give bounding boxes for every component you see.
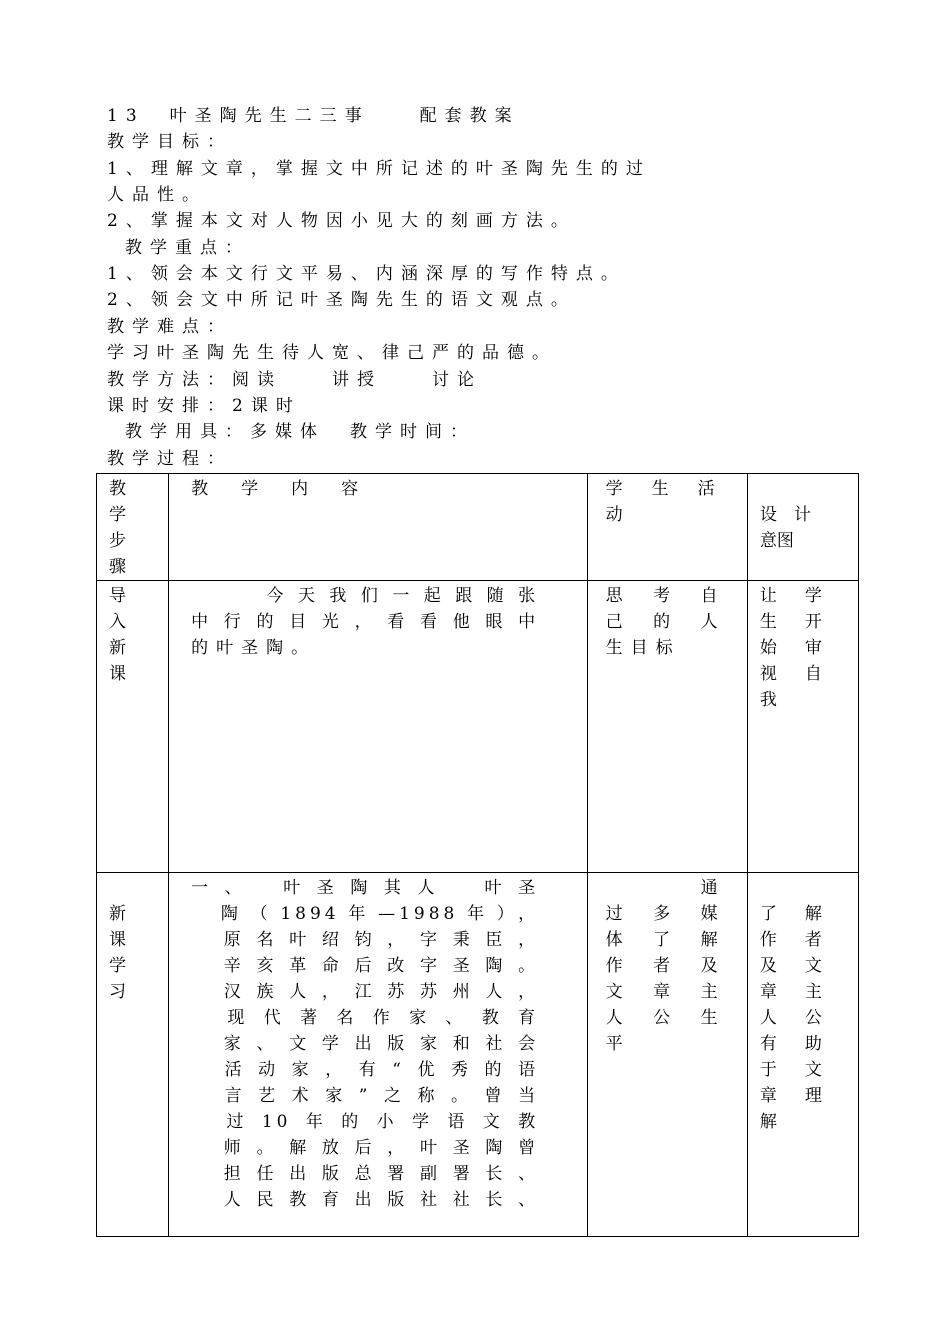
process-heading: 教学过程： — [107, 449, 232, 469]
row-new-activity-line: 作 者 及 — [605, 956, 722, 976]
row-new-intent-line: 作 者 — [759, 930, 826, 950]
row-new-content — [169, 873, 588, 1237]
row-intro-activity-line: 己 的 人 — [605, 612, 722, 632]
row-new-activity-line: 过 多 媒 — [605, 904, 722, 924]
header-content-label: 教 学 内 容 — [191, 479, 367, 499]
key-point-1: 1、领会本文行文平易、内涵深厚的写作特点。 — [107, 264, 626, 284]
header-activity — [587, 474, 747, 581]
row-new-intent-line: 及 文 — [759, 956, 826, 976]
row-intro-intent-line: 我 — [759, 690, 777, 710]
row-new-activity — [587, 873, 747, 1237]
row-new-content-line: 师。解放后，叶圣陶曾 — [191, 1138, 540, 1158]
teaching-tools: 教学用具：多媒体 教学时间： — [125, 422, 475, 442]
goal-2: 2、掌握本文对人物因小见大的刻画方法。 — [107, 211, 576, 231]
row-intro-content — [169, 581, 588, 873]
row-new-content-line: 辛亥革命后改字圣陶。 — [191, 956, 540, 976]
row-new-content-line: 过10年的小学语文教 — [191, 1112, 540, 1132]
row-new-intent-line: 了 解 — [759, 904, 826, 924]
row-new-intent-line — [760, 875, 826, 901]
row-new-step — [97, 873, 169, 1237]
row-new-activity-line: 文 章 主 — [605, 982, 722, 1002]
row-intro-intent-line: 生 开 — [759, 612, 826, 632]
header-content — [169, 474, 588, 581]
row-new-content-line: 现代著名作家、教育 — [191, 1008, 540, 1028]
row-new-content-line: 汉族人，江苏苏州人， — [191, 982, 540, 1002]
row-new-activity-line: 体 了 解 — [605, 930, 722, 950]
row-new-intent-line: 有 助 — [759, 1034, 826, 1054]
row-new-content-line: 家、文学出版家和社会 — [191, 1034, 540, 1054]
row-new-content-line: 言艺术家”之称。曾当 — [191, 1086, 540, 1106]
row-intro-content-line: 中行的目光，看看他眼中 — [191, 612, 540, 632]
row-intro-content-line: 的叶圣陶。 — [191, 638, 317, 658]
row-new-intent-line: 章 理 — [759, 1086, 826, 1106]
row-intro-intent-line: 始 审 — [759, 638, 826, 658]
row-new-content-line: 人民教育出版社社长、 — [191, 1190, 540, 1210]
row-new-intent-line: 于 文 — [759, 1060, 826, 1080]
header-intent-label: 设 计 意图 — [759, 505, 828, 551]
row-new-content-line: 陶（1894年—1988年）， — [191, 904, 540, 924]
schedule: 课时安排：2课时 — [107, 396, 301, 416]
goal-1-line-2: 人品性。 — [107, 185, 207, 205]
difficulty-text: 学习叶圣陶先生待人宽、律己严的品德。 — [107, 343, 557, 363]
key-points-heading: 教学重点： — [125, 238, 250, 258]
teaching-method: 教学方法：阅读 讲授 讨论 — [107, 370, 482, 390]
goal-1-line-1: 1、理解文章，掌握文中所记述的叶圣陶先生的过 — [107, 159, 651, 179]
row-intro-step — [97, 581, 169, 873]
header-step — [97, 474, 169, 581]
table-header-row — [97, 474, 859, 581]
row-new-activity-line: 人 公 生 — [605, 1008, 722, 1028]
row-new-intent-line: 人 公 — [759, 1008, 826, 1028]
row-new-step-label: 新课学习 — [109, 904, 126, 1002]
row-new-intent-line: 章 主 — [759, 982, 826, 1002]
row-new-activity-line: 通 — [605, 878, 722, 898]
table-row-new-lesson — [97, 873, 859, 1237]
row-new-intent-line: 解 — [759, 1112, 777, 1132]
row-intro-activity-line: 生目标 — [605, 638, 681, 658]
header-intent — [747, 474, 858, 581]
row-intro-intent-line: 视 自 — [759, 664, 826, 684]
row-intro-intent — [747, 581, 858, 873]
row-new-content-line: 一、 叶圣陶其人 叶圣 — [191, 878, 540, 898]
header-activity-label: 学 生 活动 — [605, 479, 721, 525]
row-new-content-line: 活动家，有“优秀的语 — [191, 1060, 540, 1080]
table-row-intro — [97, 581, 859, 873]
header-step-label: 教学步骤 — [109, 479, 126, 577]
row-new-activity-line: 平 — [605, 1034, 623, 1054]
row-intro-step-label: 导入新课 — [109, 586, 126, 684]
row-new-content-line: 担任出版总署副署长、 — [191, 1164, 540, 1184]
difficulty-heading: 教学难点： — [107, 317, 232, 337]
lesson-table — [96, 473, 859, 1237]
key-point-2: 2、领会文中所记叶圣陶先生的语文观点。 — [107, 290, 576, 310]
doc-title: 13 叶圣陶先生二三事 配套教案 — [107, 106, 520, 126]
row-intro-activity — [587, 581, 747, 873]
row-new-content-line: 原名叶绍钧，字秉臣， — [191, 930, 540, 950]
goals-heading: 教学目标： — [107, 132, 232, 152]
row-intro-intent-line: 让 学 — [759, 586, 826, 606]
row-intro-activity-line: 思 考 自 — [605, 586, 722, 606]
row-intro-content-line: 今天我们一起跟随张 — [235, 586, 540, 606]
row-new-intent — [747, 873, 858, 1237]
